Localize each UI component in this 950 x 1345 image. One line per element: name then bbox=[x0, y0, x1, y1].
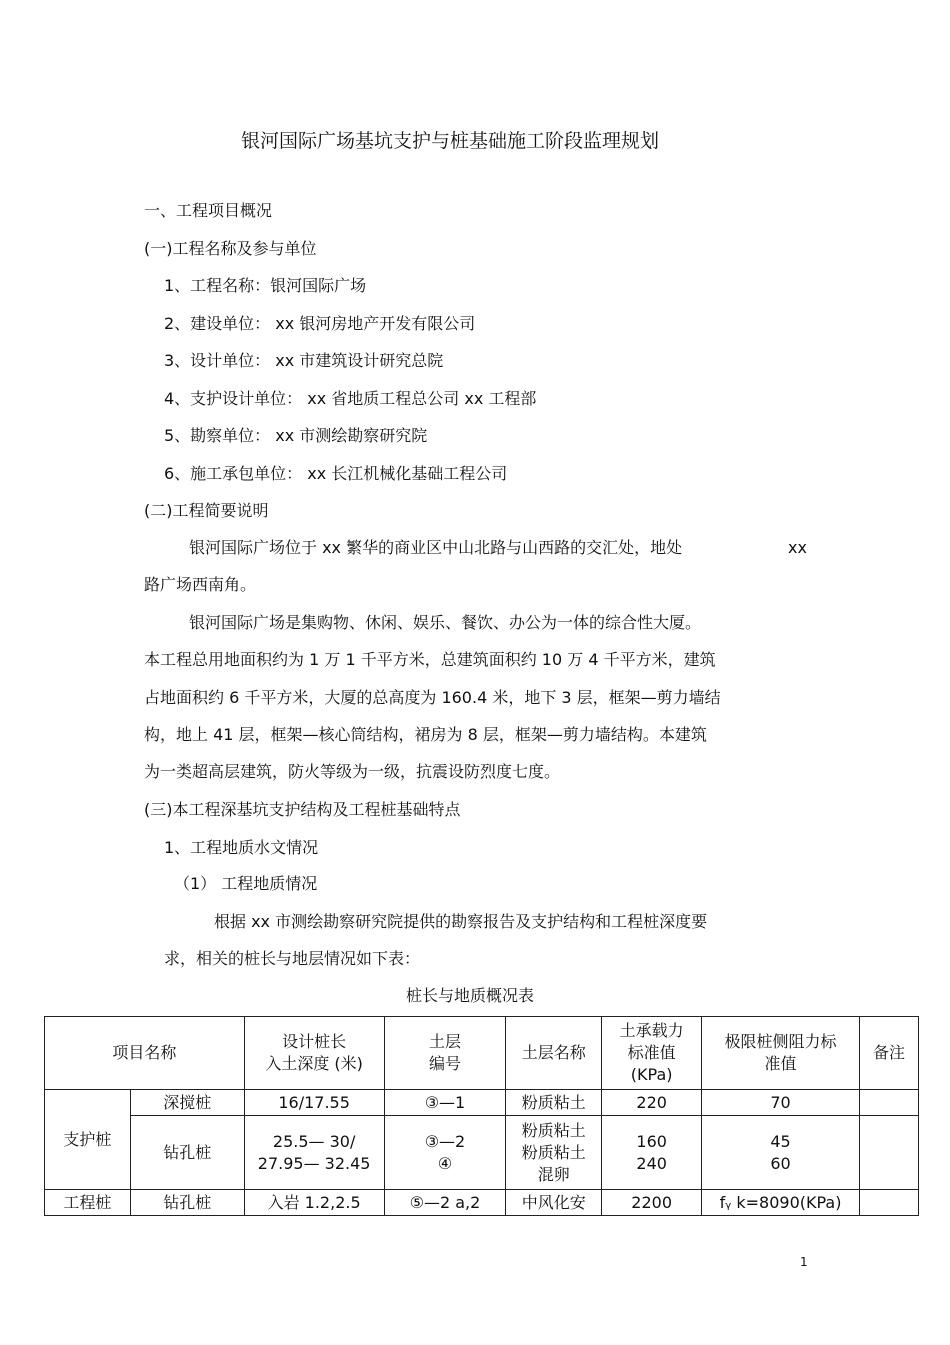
header-friction: 极限桩侧阻力标 准值 bbox=[702, 1017, 860, 1090]
table-caption: 桩长与地质概况表 bbox=[405, 986, 534, 1005]
header-name: 项目名称 bbox=[45, 1017, 245, 1090]
cell-remark bbox=[860, 1090, 919, 1116]
cell-type: 钻孔桩 bbox=[130, 1190, 244, 1216]
paragraph-line: 构，地上 41 层，框架—核心筒结构，裙房为 8 层，框架—剪力墙结构。本建筑 bbox=[144, 725, 707, 744]
cell-remark bbox=[860, 1116, 919, 1190]
cell-layer-no: ③—2 ④ bbox=[384, 1116, 506, 1190]
paragraph-line: 根据 xx 市测绘勘察研究院提供的勘察报告及支护结构和工程桩深度要 bbox=[214, 912, 708, 931]
paragraph-line: 路广场西南角。 bbox=[144, 575, 257, 594]
table-row bbox=[45, 1116, 919, 1190]
paragraph-line: 银河国际广场是集购物、休闲、娱乐、餐饮、办公为一体的综合性大厦。 bbox=[189, 613, 702, 632]
section-heading: 一、工程项目概况 bbox=[144, 201, 273, 220]
cell-remark bbox=[860, 1190, 919, 1216]
paragraph-line: 银河国际广场位于 xx 繁华的商业区中山北路与山西路的交汇处，地处 bbox=[189, 538, 683, 557]
cell-layer-no: ⑤—2 a,2 bbox=[384, 1190, 506, 1216]
cell-group: 工程桩 bbox=[45, 1190, 131, 1216]
cell-friction: 70 bbox=[702, 1090, 860, 1116]
cell-length: 入岩 1.2,2.5 bbox=[244, 1190, 384, 1216]
list-item: 3、设计单位： xx 市建筑设计研究总院 bbox=[164, 351, 444, 370]
cell-type: 深搅桩 bbox=[130, 1090, 244, 1116]
subsection-heading: (二)工程简要说明 bbox=[144, 501, 269, 520]
table-row bbox=[45, 1190, 919, 1216]
page-number: 1 bbox=[800, 1255, 808, 1269]
cell-layer-name: 粉质粘土 bbox=[506, 1090, 602, 1116]
cell-bearing: 220 bbox=[602, 1090, 702, 1116]
cell-layer-name: 中风化安 bbox=[506, 1190, 602, 1216]
table-header-row bbox=[45, 1017, 919, 1090]
header-length: 设计桩长 入土深度 (米) bbox=[244, 1017, 384, 1090]
header-layer-name: 土层名称 bbox=[506, 1017, 602, 1090]
list-item: 5、勘察单位： xx 市测绘勘察研究院 bbox=[164, 426, 428, 445]
cell-bearing: 2200 bbox=[602, 1190, 702, 1216]
cell-layer-no: ③—1 bbox=[384, 1090, 506, 1116]
cell-length: 25.5— 30/ 27.95— 32.45 bbox=[244, 1116, 384, 1190]
list-item: 2、建设单位： xx 银河房地产开发有限公司 bbox=[164, 314, 476, 333]
cell-layer-name: 粉质粘土 粉质粘土 混卵 bbox=[506, 1116, 602, 1190]
list-item: 1、工程名称：银河国际广场 bbox=[164, 276, 367, 295]
cell-group: 支护桩 bbox=[45, 1090, 131, 1190]
cell-type: 钻孔桩 bbox=[130, 1116, 244, 1190]
subsection-heading: （1） 工程地质情况 bbox=[174, 874, 318, 893]
paragraph-line: 占地面积约 6 千平方米，大厦的总高度为 160.4 米，地下 3 层，框架—剪力墙结 bbox=[144, 688, 721, 707]
header-bearing: 土承载力 标准值 (KPa) bbox=[602, 1017, 702, 1090]
paragraph-line: 为一类超高层建筑，防火等级为一级，抗震设防烈度七度。 bbox=[144, 762, 561, 781]
header-remark: 备注 bbox=[860, 1017, 919, 1090]
cell-friction: fᵧ k=8090(KPa) bbox=[702, 1190, 860, 1216]
list-item: 4、支护设计单位： xx 省地质工程总公司 xx 工程部 bbox=[164, 389, 537, 408]
document-title: 银河国际广场基坑支护与桩基础施工阶段监理规划 bbox=[240, 130, 659, 152]
pile-geology-table bbox=[44, 1016, 919, 1216]
table-row bbox=[45, 1090, 919, 1116]
paragraph-line: 求，相关的桩长与地层情况如下表： bbox=[164, 949, 421, 968]
cell-bearing: 160 240 bbox=[602, 1116, 702, 1190]
list-item: 6、施工承包单位： xx 长江机械化基础工程公司 bbox=[164, 464, 508, 483]
subsection-heading: (一)工程名称及参与单位 bbox=[144, 239, 317, 258]
paragraph-line: xx bbox=[788, 538, 807, 557]
subsection-heading: 1、工程地质水文情况 bbox=[164, 838, 319, 857]
subsection-heading: (三)本工程深基坑支护结构及工程桩基础特点 bbox=[144, 800, 461, 819]
header-layer-no: 土层 编号 bbox=[384, 1017, 506, 1090]
cell-length: 16/17.55 bbox=[244, 1090, 384, 1116]
paragraph-line: 本工程总用地面积约为 1 万 1 千平方米，总建筑面积约 10 万 4 千平方米，建筑 bbox=[144, 650, 716, 669]
cell-friction: 45 60 bbox=[702, 1116, 860, 1190]
